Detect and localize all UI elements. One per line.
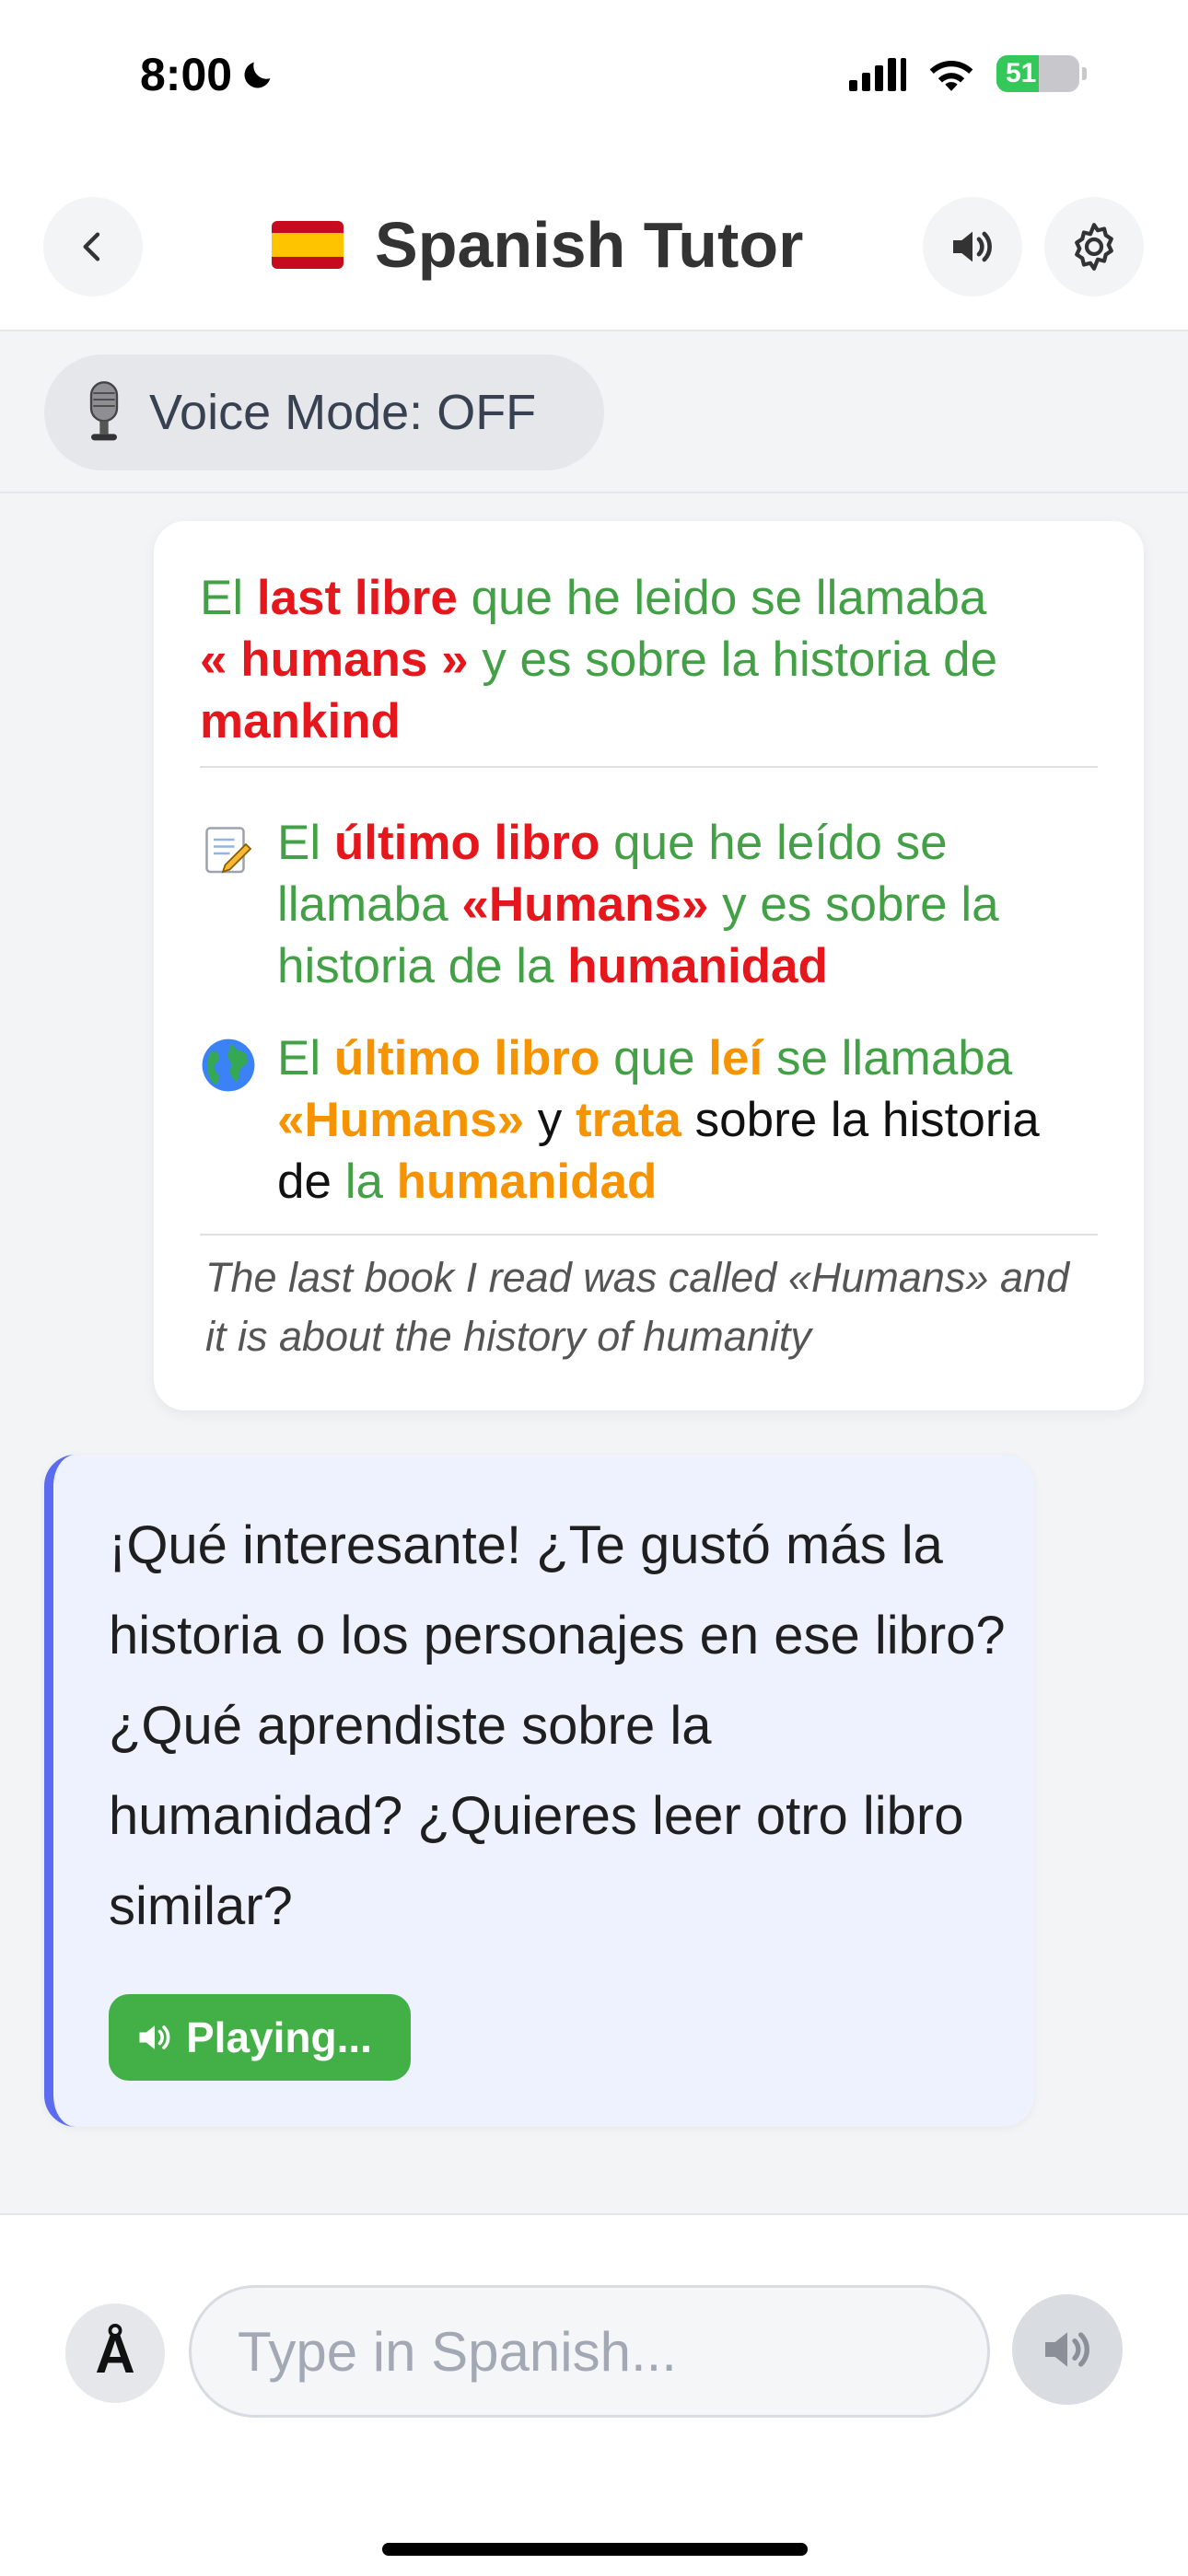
voice-mode-bar bbox=[0, 331, 1188, 493]
voice-mode-toggle[interactable] bbox=[44, 354, 604, 470]
speaker-icon bbox=[947, 221, 998, 273]
corrected-sentence: El último libro que he leído se llamaba «Humans» y es sobre la historia de la humanidad bbox=[277, 816, 999, 993]
english-translation: The last book I read was called «Humans» and it is about the history of humanity bbox=[205, 1254, 1070, 1360]
cellular-signal-icon bbox=[849, 56, 906, 91]
message-input[interactable] bbox=[189, 2285, 990, 2418]
status-bar bbox=[0, 0, 1188, 157]
divider bbox=[200, 766, 1098, 768]
corrected-sentence-row bbox=[200, 812, 1107, 997]
home-indicator[interactable] bbox=[382, 2543, 808, 2556]
back-button[interactable] bbox=[43, 197, 143, 296]
gear-icon bbox=[1066, 219, 1122, 274]
settings-button[interactable] bbox=[1044, 197, 1144, 296]
input-bar bbox=[0, 2213, 1188, 2576]
speaker-icon bbox=[134, 2017, 175, 2058]
moon-icon bbox=[239, 56, 276, 93]
user-message-card bbox=[154, 521, 1144, 1410]
status-time: 8:00 bbox=[140, 48, 276, 101]
voice-input-button[interactable] bbox=[1012, 2294, 1123, 2405]
assistant-message-card bbox=[44, 1455, 1034, 2127]
microphone-icon bbox=[81, 380, 127, 445]
voice-mode-label: Voice Mode: OFF bbox=[149, 385, 537, 440]
speaker-icon bbox=[1038, 2320, 1097, 2379]
wifi-icon bbox=[926, 55, 976, 92]
app-header bbox=[0, 157, 1188, 331]
globe-icon bbox=[200, 1037, 257, 1094]
original-sentence: El last libre que he leido se llamaba « humans » y es sobre la historia de mankind bbox=[200, 571, 998, 748]
spain-flag-icon bbox=[272, 221, 344, 269]
natural-sentence: El último libro que leí se llamaba «Humans» y trata sobre la historia de la humanidad bbox=[277, 1031, 1040, 1209]
accent-characters-button[interactable]: Å bbox=[65, 2303, 165, 2403]
assistant-message-text: ¡Qué interesante! ¿Te gustó más la historia o los personajes en ese libro? ¿Qué aprendiste sobre la humanidad? ¿Quieres leer otro libro similar? bbox=[109, 1515, 1006, 1936]
chevron-left-icon bbox=[75, 228, 111, 265]
memo-icon bbox=[200, 821, 255, 876]
divider bbox=[200, 1234, 1098, 1236]
page-title: Spanish Tutor bbox=[375, 209, 804, 281]
sound-toggle-button[interactable] bbox=[923, 197, 1022, 296]
playing-audio-button[interactable]: Playing... bbox=[109, 1994, 411, 2081]
natural-sentence-row bbox=[200, 1027, 1107, 1213]
battery-indicator: 51 bbox=[996, 55, 1079, 92]
